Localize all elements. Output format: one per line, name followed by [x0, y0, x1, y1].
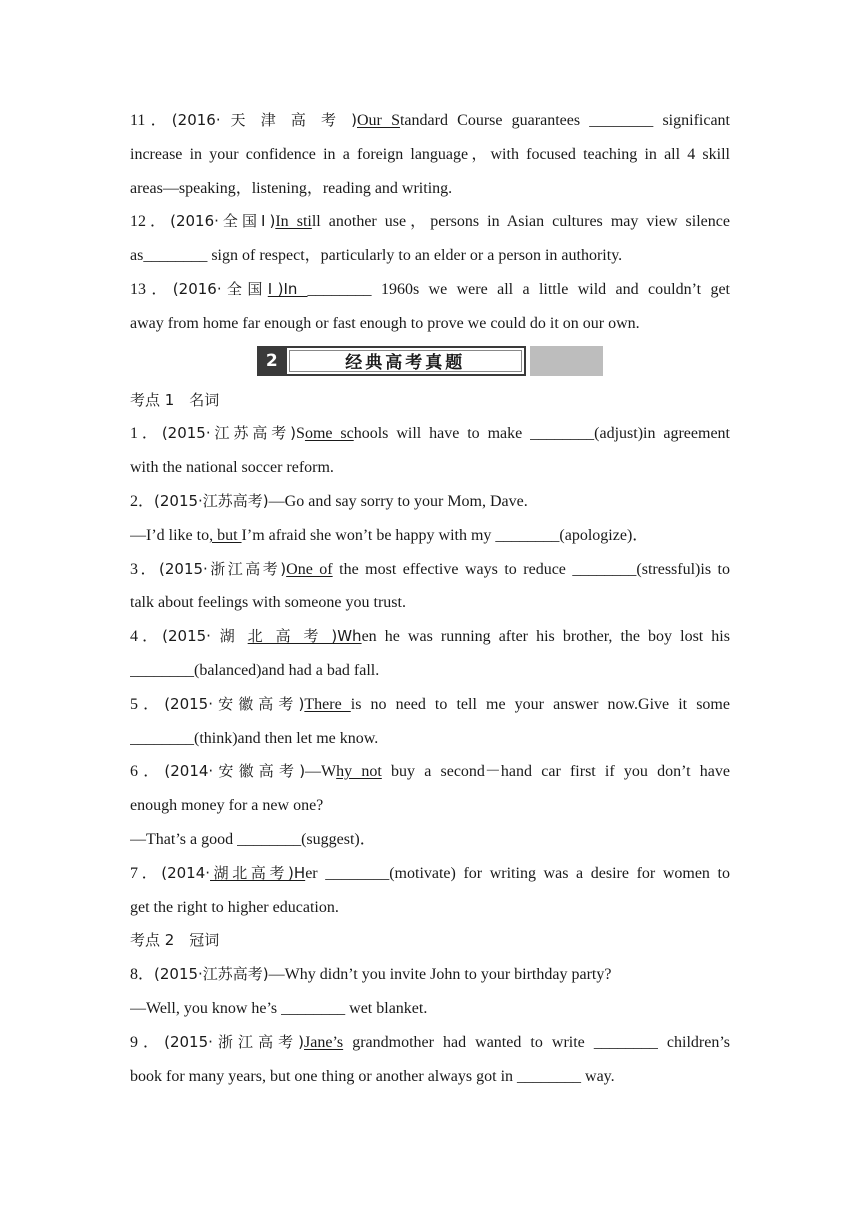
- topic-heading-1: 考点 1 名词: [130, 390, 220, 409]
- question-8-line-2: —Well, you know he’s ________ wet blanket.: [130, 999, 428, 1017]
- question-number: 3．: [130, 560, 159, 578]
- section-banner-box: [257, 346, 603, 376]
- question-12-line-2: as________ sign of respect，particularly to an elder or a person in authority.: [130, 247, 623, 265]
- question-1-line-2: with the national soccer reform.: [130, 459, 334, 477]
- underlined-text: , but: [209, 526, 242, 544]
- question-source: (2014·安徽高考): [164, 762, 306, 781]
- question-text: —I’d like to: [130, 526, 210, 544]
- underlined-text: ome sc: [304, 425, 354, 443]
- question-text: S: [296, 425, 305, 443]
- question-source: (2015·江苏高考): [154, 965, 269, 984]
- question-6-line-2: enough money for a new one?: [130, 797, 324, 815]
- underlined-text: Jane’s: [304, 1033, 344, 1051]
- question-text: —W: [305, 763, 337, 781]
- question-source: (2016· 天 津 高 考 ): [171, 111, 357, 129]
- question-7-line-1: [130, 857, 730, 891]
- topic-heading-2: 考点 2 冠词: [130, 931, 220, 950]
- question-5-line-1: [130, 688, 730, 722]
- question-text: hools will have to make ________(adjust)in agreement: [353, 425, 730, 443]
- question-4-line-2: ________(balanced)and had a bad fall.: [130, 661, 380, 679]
- banner-decoration: [530, 346, 603, 376]
- section-number: 2: [257, 346, 287, 376]
- question-number: 4．: [130, 628, 163, 646]
- underlined-text: Our S: [357, 112, 400, 129]
- question-number: 2．: [130, 492, 155, 510]
- question-number: 5．: [130, 695, 165, 713]
- question-source: (2015·江苏高考): [154, 491, 269, 510]
- question-text: —Go and say sorry to your Mom, Dave.: [268, 492, 528, 510]
- question-number: 7．: [130, 864, 162, 882]
- question-text: ________ 1960s we were all a little wild and couldn’t get: [307, 280, 730, 298]
- question-text: buy a second－hand car first if you don’t have: [381, 763, 730, 781]
- question-4-line-1: [130, 620, 730, 654]
- section-banner: [130, 344, 730, 378]
- question-text: grandmother had wanted to write ________ children’s: [343, 1033, 730, 1051]
- question-source: (2015·江苏高考): [161, 424, 297, 443]
- question-source: (2015· 湖: [162, 627, 248, 646]
- question-text: —Why didn’t you invite John to your birthday party?: [268, 966, 612, 984]
- question-11-line-3: areas—speaking，listening，reading and writing.: [130, 179, 453, 197]
- underlined-text: One of: [286, 560, 333, 578]
- question-source: (2015·安徽高考): [164, 694, 305, 713]
- underlined-text: There: [304, 695, 351, 713]
- question-text: en he was running after his brother, the boy lost his: [361, 628, 730, 646]
- question-9-line-2: book for many years, but one thing or another always got in ________ way.: [130, 1067, 615, 1085]
- question-12-line-1: [130, 205, 730, 239]
- question-number: 12．: [130, 213, 171, 231]
- question-number: 9．: [130, 1033, 165, 1051]
- question-11-line-2: increase in your confidence in a foreign language，with focused teaching in all 4 skill: [130, 145, 730, 163]
- question-text: tandard Course guarantees ________ significant: [399, 112, 730, 129]
- question-number: 8．: [130, 966, 155, 984]
- question-9-line-1: [130, 1026, 730, 1060]
- underlined-text: In sti: [275, 213, 312, 231]
- section-title: 经典高考真题: [287, 346, 526, 376]
- question-source: (2016·全国: [172, 279, 268, 298]
- underlined-text: 湖北高考)H: [210, 863, 306, 882]
- underlined-text: hy not: [336, 763, 382, 781]
- question-3-line-1: [130, 553, 730, 587]
- question-source: (2015·浙江高考): [164, 1032, 305, 1051]
- question-7-line-2: get the right to higher education.: [130, 898, 339, 916]
- question-2-line-1: [130, 485, 730, 519]
- question-5-line-2: ________(think)and then let me know.: [130, 729, 379, 747]
- question-13-line-1: [130, 273, 730, 307]
- question-text: ll another use，persons in Asian cultures may view silence: [311, 213, 730, 231]
- question-8-line-1: [130, 958, 730, 992]
- question-text: the most effective ways to reduce ________(stressful)is to: [332, 560, 730, 578]
- question-source: (2014·: [161, 863, 211, 882]
- question-number: 1．: [130, 425, 162, 443]
- question-source: (2016·全国Ⅰ): [170, 212, 276, 231]
- question-number: 13．: [130, 280, 173, 298]
- underlined-text: Ⅰ)In: [267, 279, 308, 298]
- question-number: 6．: [130, 763, 165, 781]
- question-number: 11．: [130, 112, 172, 129]
- question-6-line-3: —That’s a good ________(suggest)．: [130, 830, 376, 848]
- question-13-line-2: away from home far enough or fast enough to prove we could do it on our own.: [130, 314, 640, 332]
- question-11-line-1: [130, 104, 730, 138]
- underlined-text: 北 高 考 )Wh: [247, 627, 362, 646]
- question-3-line-2: talk about feelings with someone you trust.: [130, 594, 406, 612]
- question-6-line-1: [130, 755, 730, 789]
- question-text: is no need to tell me your answer now.Give it some: [350, 695, 730, 713]
- question-2-line-2: [130, 519, 730, 553]
- question-1-line-1: [130, 417, 730, 451]
- question-source: (2015·浙江高考): [159, 559, 287, 578]
- exercise-content: [130, 104, 730, 1093]
- question-text: I’m afraid she won’t be happy with my ________(apologize)．: [241, 526, 649, 544]
- question-text: er ________(motivate) for writing was a desire for women to: [305, 864, 730, 882]
